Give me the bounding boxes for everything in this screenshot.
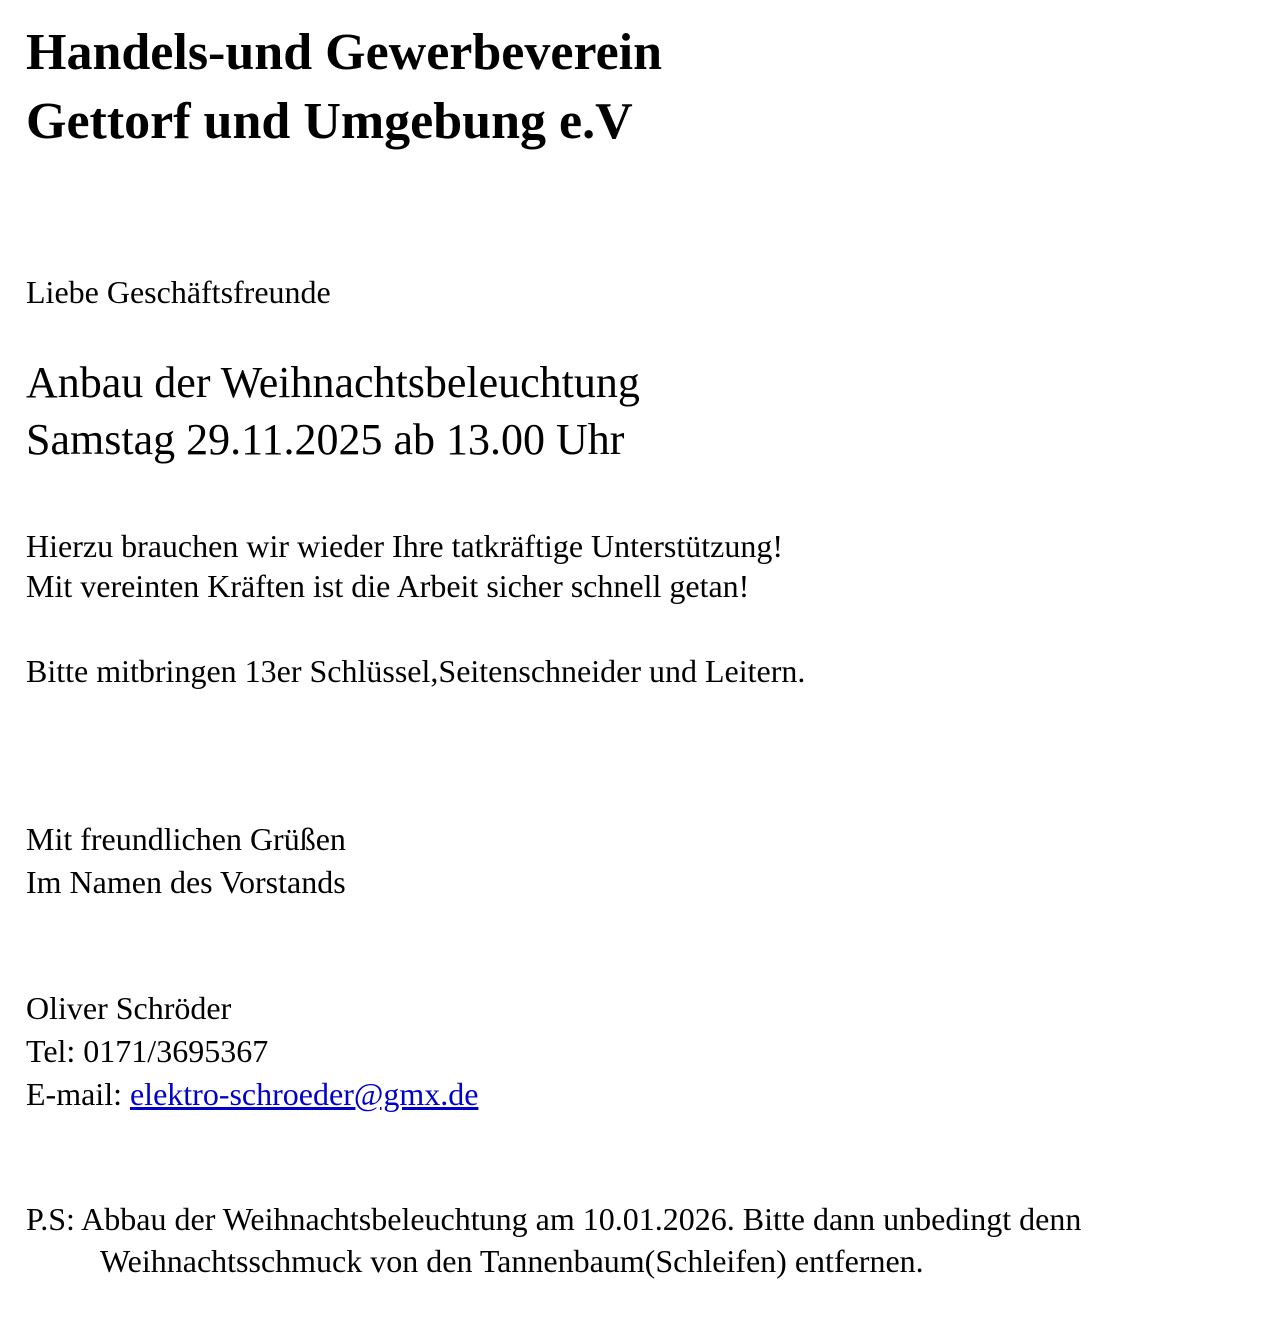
salutation: Liebe Geschäftsfreunde (26, 274, 331, 310)
org-title-line-1: Handels-und Gewerbeverein (26, 24, 663, 81)
closing-signatory-role: Im Namen des Vorstands (26, 864, 346, 900)
event-title: Anbau der Weihnachtsbeleuchtung (26, 358, 640, 407)
email-label: E-mail: (26, 1076, 130, 1112)
body-text-line-2: Mit vereinten Kräften ist die Arbeit sicher schnell getan! (26, 568, 750, 604)
postscript-line-2: Weihnachtsschmuck von den Tannenbaum(Schleifen) entfernen. (100, 1243, 924, 1279)
closing-greeting: Mit freundlichen Grüßen (26, 821, 346, 857)
contact-email-line (26, 1074, 478, 1114)
postscript-line-1: P.S: Abbau der Weihnachtsbeleuchtung am 10.01.2026. Bitte dann unbedingt denn (26, 1201, 1082, 1237)
body-text-line-1: Hierzu brauchen wir wieder Ihre tatkräftige Unterstützung! (26, 528, 783, 564)
contact-phone: Tel: 0171/3695367 (26, 1033, 269, 1069)
org-title-line-2: Gettorf und Umgebung e.V (26, 93, 633, 150)
event-date: Samstag 29.11.2025 ab 13.00 Uhr (26, 415, 625, 464)
contact-name: Oliver Schröder (26, 990, 232, 1026)
tools-request: Bitte mitbringen 13er Schlüssel,Seitenschneider und Leitern. (26, 653, 806, 689)
email-link[interactable]: elektro-schroeder@gmx.de (129, 1076, 479, 1112)
